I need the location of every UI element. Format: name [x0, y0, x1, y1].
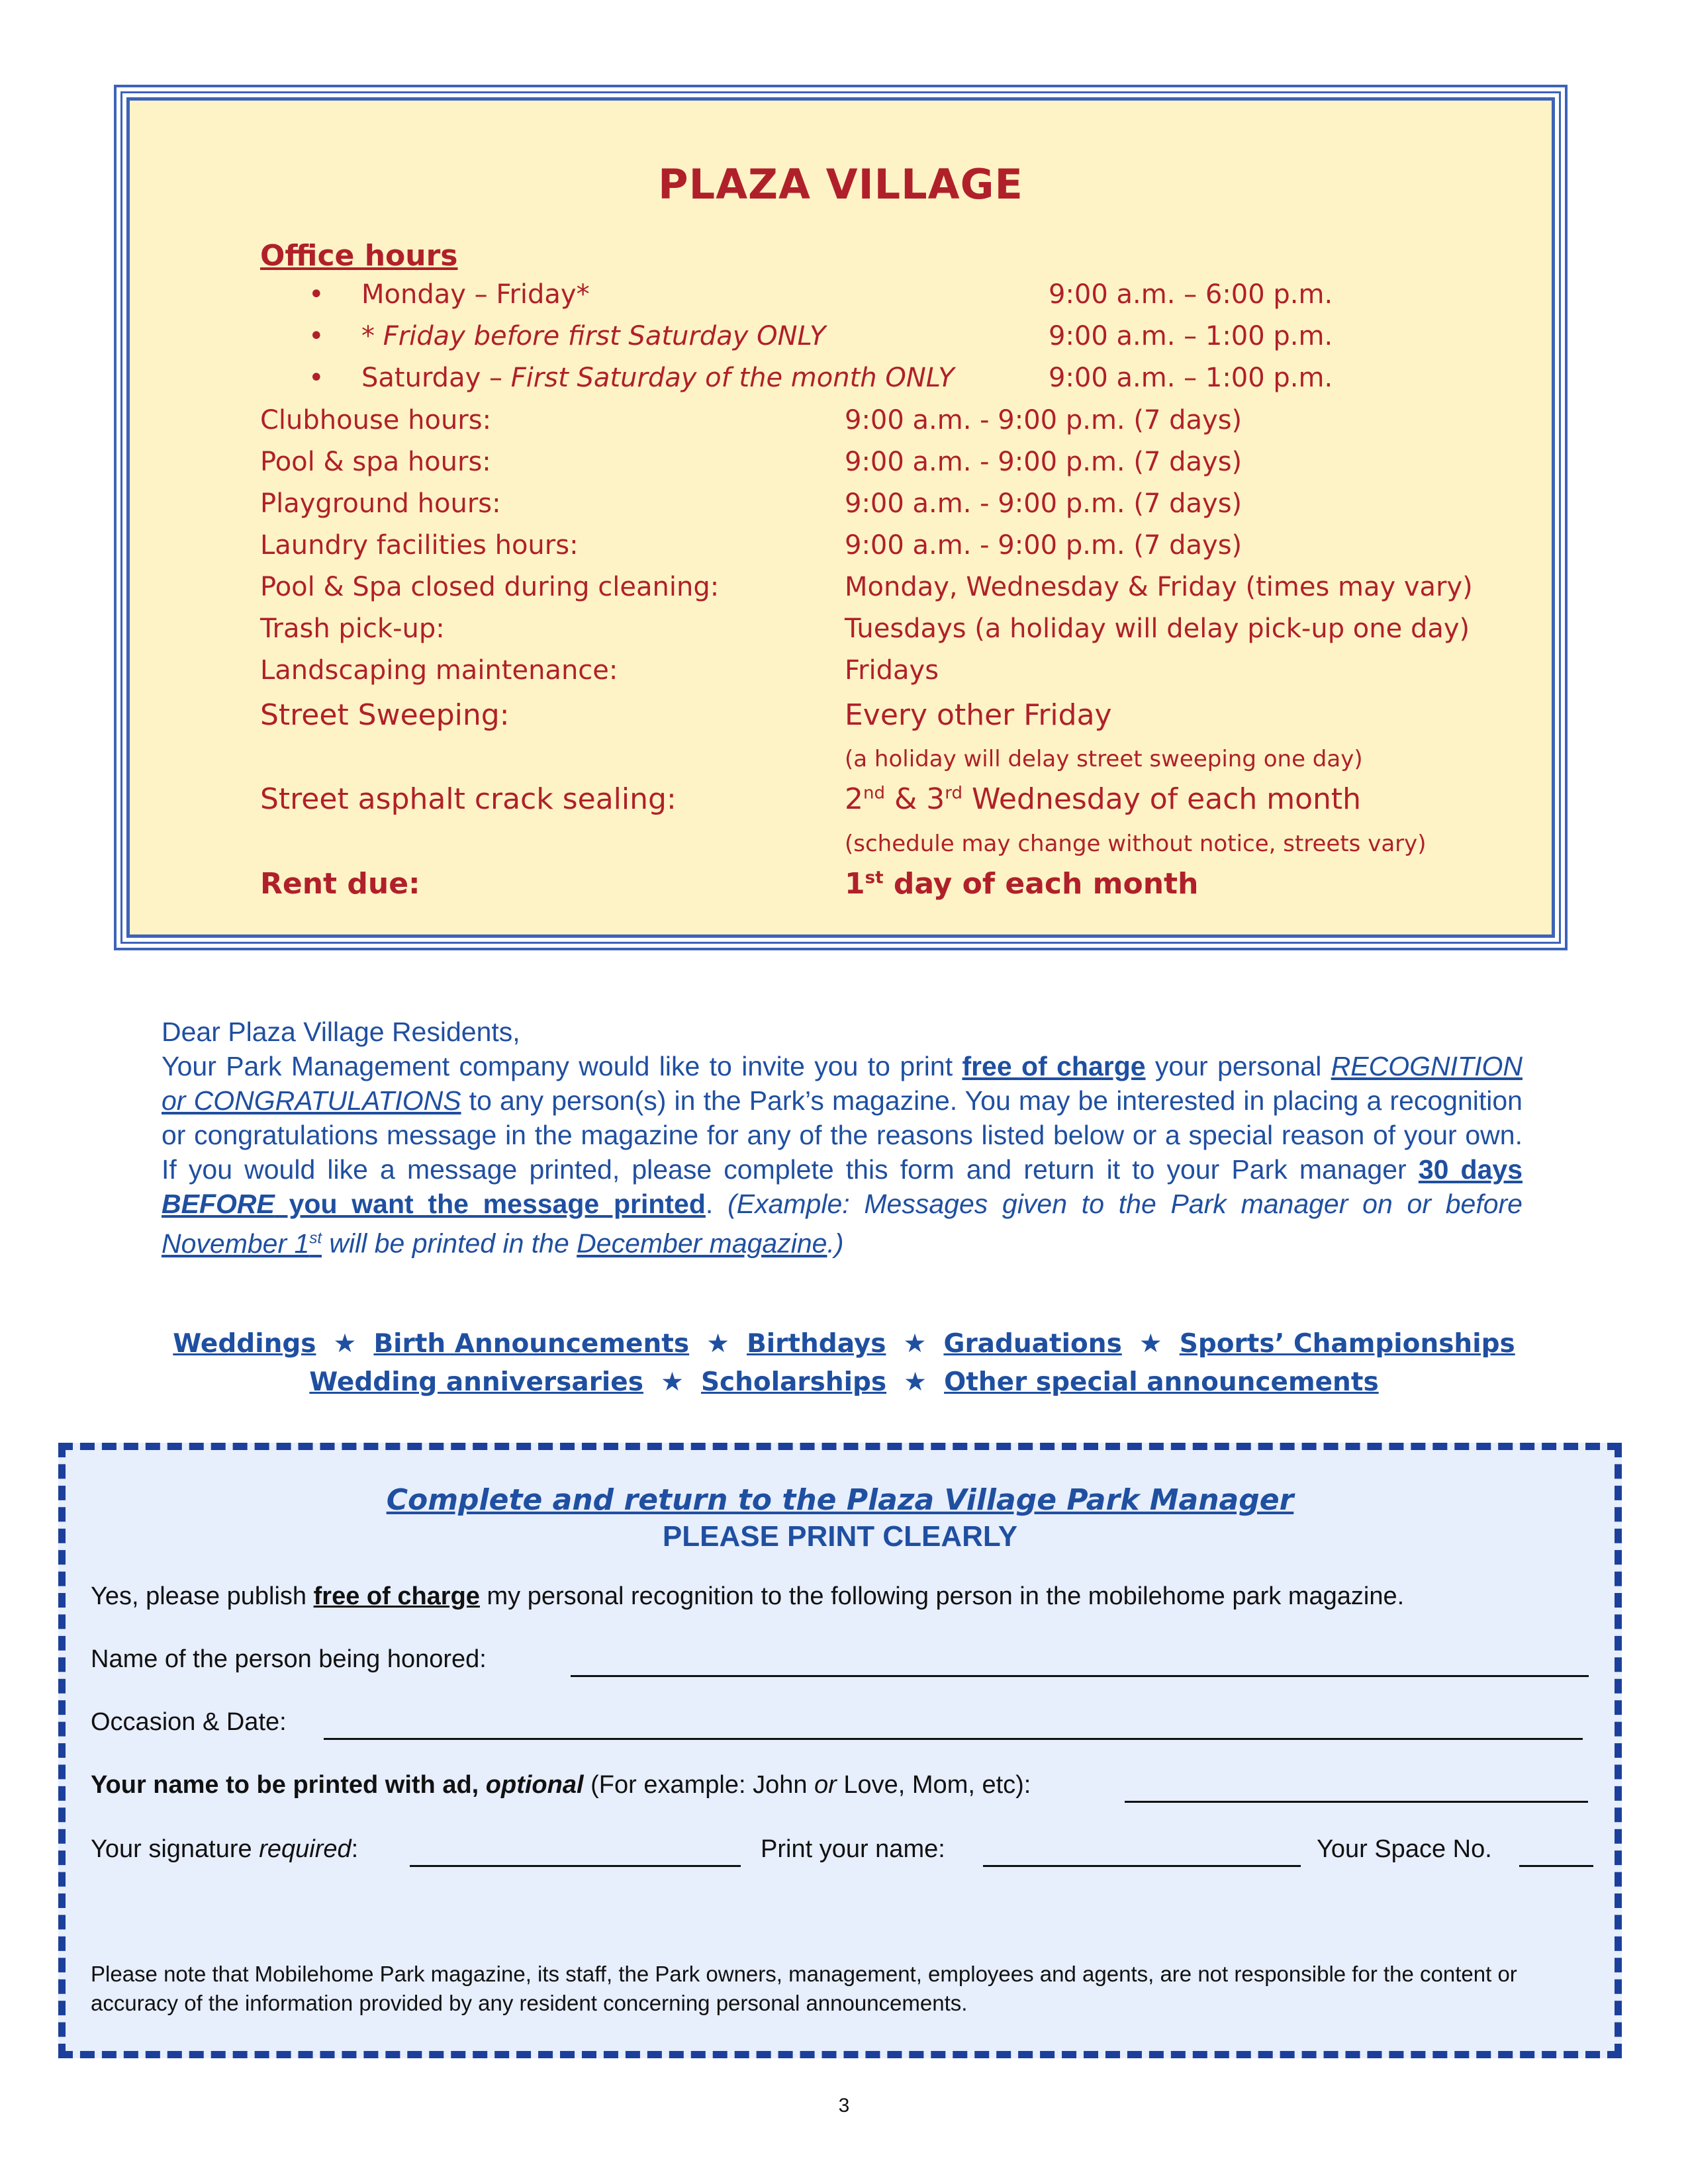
- star-icon: ★: [904, 1367, 927, 1397]
- hours-value: Monday, Wednesday & Friday (times may vary): [845, 572, 1473, 602]
- reason-item: Birth Announcements: [373, 1329, 690, 1359]
- star-icon: ★: [1139, 1329, 1162, 1359]
- occasion-date-label: Occasion & Date:: [91, 1708, 287, 1736]
- reason-item: Scholarships: [700, 1367, 887, 1397]
- print-name-field[interactable]: [983, 1865, 1301, 1867]
- hours-label: Clubhouse hours:: [260, 405, 492, 435]
- reason-item: Weddings: [173, 1329, 316, 1359]
- signature-field[interactable]: [410, 1865, 741, 1867]
- crack-sealing-value: 2nd & 3rd Wednesday of each month: [845, 782, 1362, 816]
- hours-label: Landscaping maintenance:: [260, 655, 618, 686]
- office-hours-time: 9:00 a.m. – 1:00 p.m.: [1049, 321, 1333, 351]
- letter-body: Your Park Management company would like to invite you to print free of charge your personal RECOGNITION or CONGRATULATIONS to any person(s) in the Park’s magazine. You may be interested in placing a recognition or congratulations message in the magazine for any of the reasons listed below or a special reason of your own. If you would like a message printed, please complete this form and return it to your Park manager 30 days BEFORE you want the message printed. (Example: Messages given to the Park manager on or before November 1st will be printed in the December magazine.): [162, 1051, 1523, 1259]
- hours-label: Pool & spa hours:: [260, 447, 491, 477]
- hours-value: 9:00 a.m. - 9:00 p.m. (7 days): [845, 530, 1243, 561]
- form-title: Complete and return to the Plaza Village Park Manager: [386, 1483, 1294, 1517]
- sweeping-note: (a holiday will delay street sweeping one day): [845, 746, 1363, 772]
- rent-due-value: 1st day of each month: [845, 867, 1199, 901]
- hours-value: 9:00 a.m. - 9:00 p.m. (7 days): [845, 488, 1243, 519]
- honoree-name-label: Name of the person being honored:: [91, 1645, 487, 1673]
- star-icon: ★: [903, 1329, 927, 1359]
- sweeping-value: Every other Friday: [845, 698, 1112, 732]
- form-intro: Yes, please publish free of charge my personal recognition to the following person in the mobilehome park magazine.: [91, 1582, 1405, 1610]
- reason-item: Birthdays: [747, 1329, 886, 1359]
- page-number: 3: [838, 2095, 850, 2116]
- space-no-label: Your Space No.: [1317, 1835, 1492, 1863]
- sweeping-label: Street Sweeping:: [260, 698, 510, 732]
- info-title: PLAZA VILLAGE: [658, 160, 1023, 208]
- your-name-field[interactable]: [1125, 1801, 1588, 1803]
- star-icon: ★: [706, 1329, 730, 1359]
- bullet-icon: •: [308, 321, 324, 351]
- hours-value: Tuesdays (a holiday will delay pick-up one day): [845, 614, 1470, 644]
- letter: [162, 1015, 1523, 1261]
- hours-value: Fridays: [845, 655, 939, 686]
- rent-due-label: Rent due:: [260, 867, 420, 901]
- recognition-form: [58, 1443, 1622, 2058]
- hours-label: Laundry facilities hours:: [260, 530, 579, 561]
- letter-greeting: Dear Plaza Village Residents,: [162, 1017, 520, 1047]
- reason-item: Sports’ Championships: [1179, 1329, 1515, 1359]
- office-hours-time: 9:00 a.m. – 1:00 p.m.: [1049, 363, 1333, 393]
- hours-value: 9:00 a.m. - 9:00 p.m. (7 days): [845, 405, 1243, 435]
- hours-label: Trash pick-up:: [260, 614, 445, 644]
- print-name-label: Print your name:: [761, 1835, 945, 1863]
- office-hours-time: 9:00 a.m. – 6:00 p.m.: [1049, 279, 1333, 310]
- reasons-line-1: [0, 1329, 1688, 1359]
- hours-label: Pool & Spa closed during cleaning:: [260, 572, 720, 602]
- hours-value: 9:00 a.m. - 9:00 p.m. (7 days): [845, 447, 1243, 477]
- space-no-field[interactable]: [1519, 1865, 1593, 1867]
- hours-label: Playground hours:: [260, 488, 501, 519]
- bullet-icon: •: [308, 363, 324, 393]
- star-icon: ★: [333, 1329, 357, 1359]
- your-name-label: Your name to be printed with ad, optional (For example: John or Love, Mom, etc):: [91, 1771, 1031, 1799]
- reason-item: Wedding anniversaries: [309, 1367, 643, 1397]
- reasons-line-2: [0, 1367, 1688, 1397]
- crack-sealing-note: (schedule may change without notice, streets vary): [845, 831, 1427, 857]
- letter-example: (Example: Messages given to the Park manager on or before November 1st will be printed in the December magazine.): [162, 1189, 1523, 1259]
- crack-sealing-label: Street asphalt crack sealing:: [260, 782, 677, 816]
- disclaimer: Please note that Mobilehome Park magazine, its staff, the Park owners, management, employees and agents, are not responsible for the content or accuracy of the information provided by any resident concerning personal announcements.: [91, 1962, 1517, 2015]
- signature-label: Your signature required:: [91, 1835, 359, 1863]
- form-subtitle: PLEASE PRINT CLEARLY: [662, 1520, 1018, 1553]
- occasion-date-field[interactable]: [324, 1738, 1583, 1740]
- hours-info-box: PLAZA VILLAGE Office hours • Monday – Friday* 9:00 a.m. – 6:00 p.m. • * Friday before first Saturday ONLY 9:00 a.m. – 1:00 p.m. • Saturday – First Saturday of the month ONLY 9:00 a.m. – 1:00 p.m. Clubhouse hours: 9:00 a.m. - 9:00 p.m. (7 days) Pool & spa hours: 9:00 a.m. - 9:00 p.m. (7 days) Playground hours: 9:00 a.m. - 9:00 p.m. (7 days) Laundry facilities hours: 9:00 a.m. - 9:00 p.m. (7 days) Pool & Spa closed during cleaning: Monday, Wednesday & Friday (times may vary) Trash pick-up: Tuesdays (a holiday will delay pick-up one day) Landscaping maintenance: Fridays Street Sweeping: Every other Friday (a holiday will delay street sweeping one day) Street asphalt crack sealing: 2nd & 3rd Wednesday of each month (schedule may change without notice, streets vary) Rent due: 1st day of each month: [114, 85, 1568, 950]
- honoree-name-field[interactable]: [571, 1675, 1589, 1677]
- star-icon: ★: [660, 1367, 684, 1397]
- bullet-icon: •: [308, 279, 324, 310]
- reason-item: Graduations: [943, 1329, 1122, 1359]
- office-hours-heading: Office hours: [260, 239, 458, 273]
- reason-item: Other special announcements: [944, 1367, 1379, 1397]
